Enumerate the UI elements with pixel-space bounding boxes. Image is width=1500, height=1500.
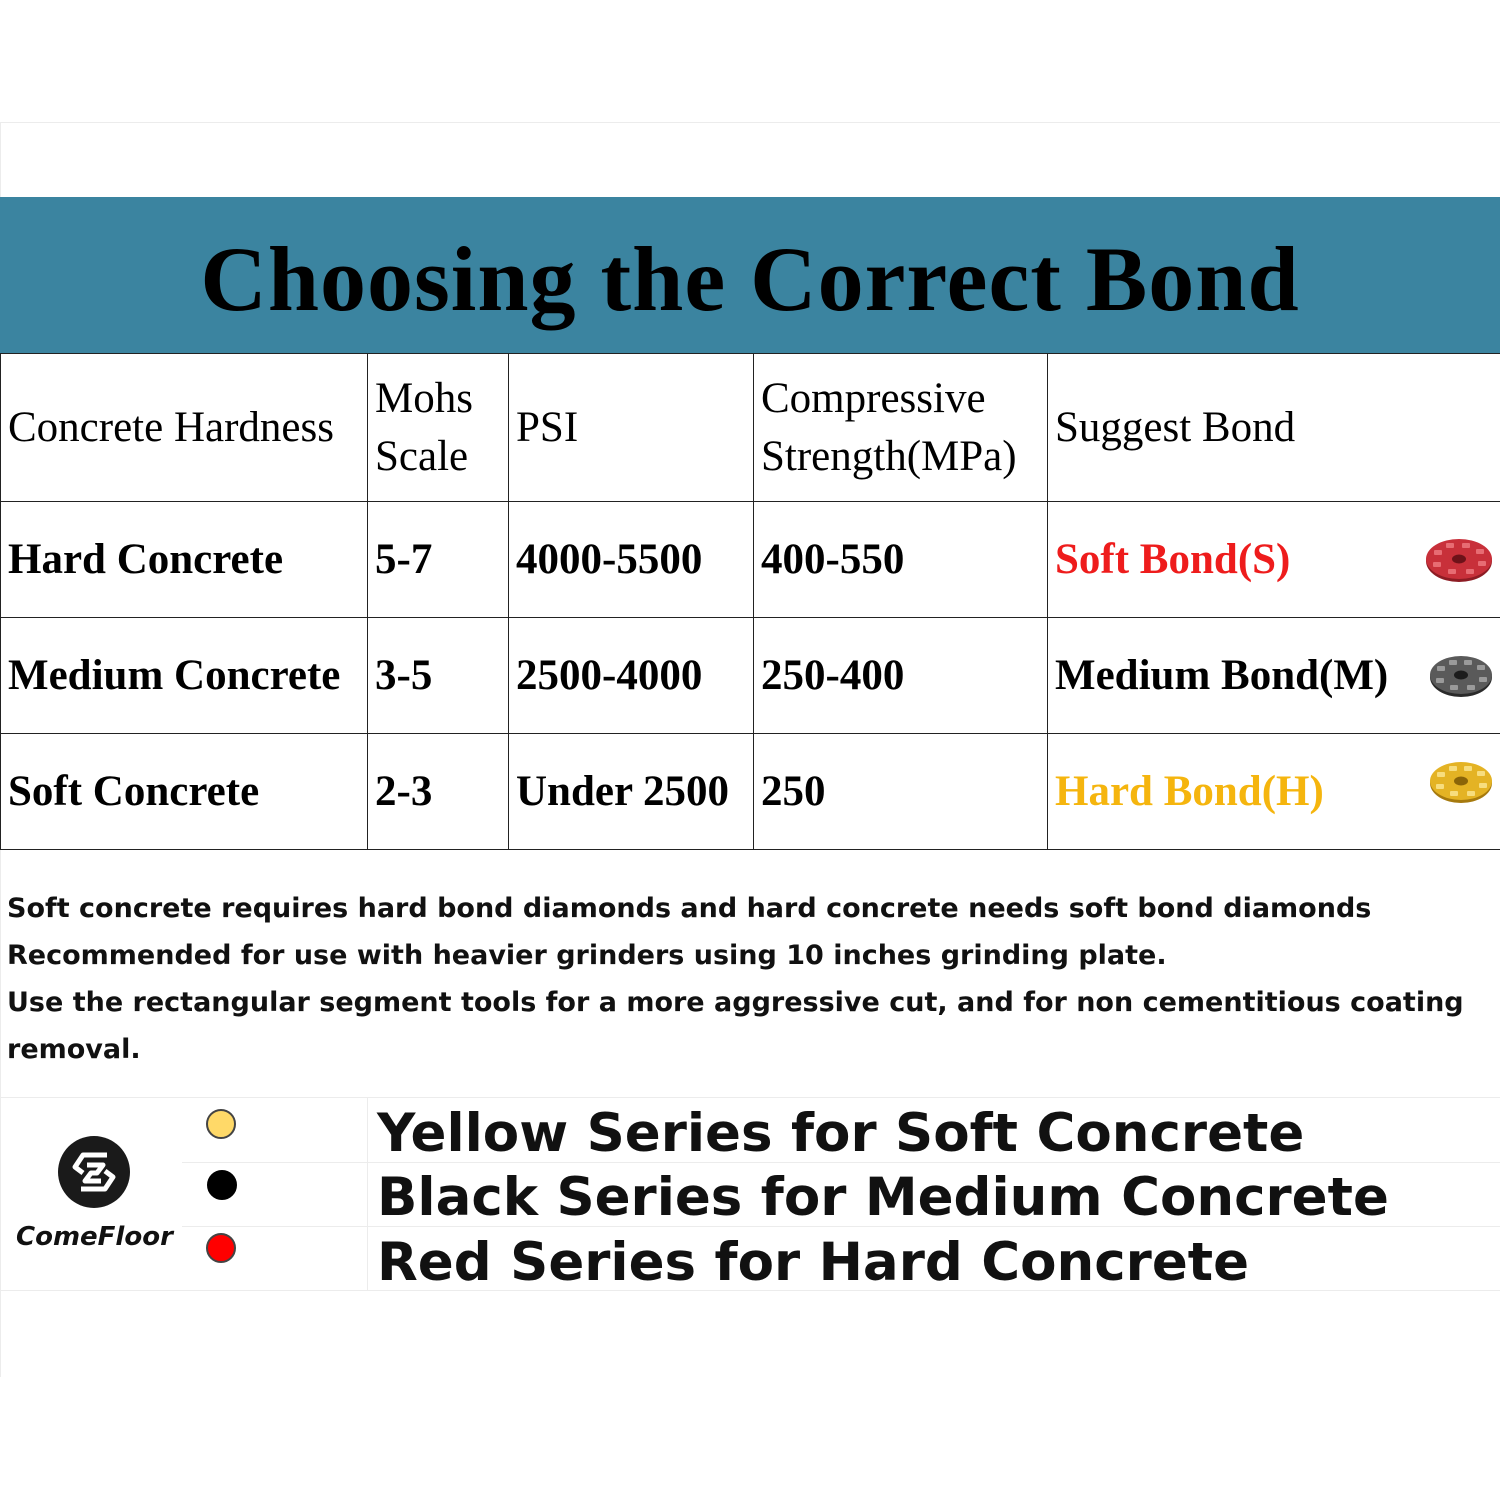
page-title: Choosing the Correct Bond	[200, 228, 1300, 330]
notes	[7, 885, 1487, 1073]
bond-table	[0, 353, 1500, 850]
header-psi	[509, 354, 754, 502]
cell-hardness: Soft Concrete	[1, 734, 368, 850]
yellow-dot-icon	[206, 1109, 236, 1139]
red-dot-icon	[206, 1233, 236, 1263]
red-disc-icon	[1424, 535, 1494, 585]
header-compressive-strength	[754, 354, 1048, 502]
header-label: PSI	[516, 403, 579, 451]
yellow-disc-icon	[1428, 758, 1494, 806]
cell-bond	[1048, 734, 1500, 850]
header-label: Mohs	[375, 374, 473, 422]
cell-psi: Under 2500	[509, 734, 754, 850]
series-label-black: Black Series for Medium Concrete	[377, 1167, 1389, 1228]
table-header-row	[1, 354, 1500, 502]
note-line: Use the rectangular segment tools for a more aggressive cut, and for non cementitious coating removal.	[7, 987, 1464, 1065]
cell-psi: 2500-4000	[509, 618, 754, 734]
cell-mohs: 2-3	[368, 734, 509, 850]
comefloor-logo-icon	[57, 1135, 131, 1209]
title-banner	[0, 197, 1500, 353]
cell-psi: 4000-5500	[509, 502, 754, 618]
cell-hardness: Medium Concrete	[1, 618, 368, 734]
cell-hardness: Hard Concrete	[1, 502, 368, 618]
table-row	[1, 618, 1500, 734]
note-line: Recommended for use with heavier grinders using 10 inches grinding plate.	[7, 940, 1167, 971]
bond-label: Hard Bond(H)	[1055, 768, 1324, 815]
series-label-yellow: Yellow Series for Soft Concrete	[377, 1103, 1305, 1164]
header-concrete-hardness	[1, 354, 368, 502]
header-label: Concrete Hardness	[8, 403, 334, 451]
cell-mohs: 5-7	[368, 502, 509, 618]
cell-mpa: 250	[754, 734, 1048, 850]
series-label-red: Red Series for Hard Concrete	[377, 1232, 1250, 1293]
header-label: Suggest Bond	[1055, 403, 1296, 451]
bond-label: Medium Bond(M)	[1055, 652, 1389, 699]
note-line: Soft concrete requires hard bond diamonds and hard concrete needs soft bond diamonds	[7, 893, 1372, 924]
table-row	[1, 502, 1500, 618]
black-dot-icon	[207, 1170, 237, 1200]
cell-mpa: 400-550	[754, 502, 1048, 618]
brand-name: ComeFloor	[16, 1222, 173, 1252]
header-label: Scale	[375, 432, 469, 480]
cell-bond	[1048, 502, 1500, 618]
header-label: Strength(MPa)	[761, 432, 1017, 480]
cell-mohs: 3-5	[368, 618, 509, 734]
bond-label: Soft Bond(S)	[1055, 536, 1291, 583]
cell-bond	[1048, 618, 1500, 734]
cell-mpa: 250-400	[754, 618, 1048, 734]
header-mohs-scale	[368, 354, 509, 502]
gray-disc-icon	[1428, 652, 1494, 700]
header-label: Compressive	[761, 374, 986, 422]
header-suggest-bond	[1048, 354, 1500, 502]
table-row	[1, 734, 1500, 850]
